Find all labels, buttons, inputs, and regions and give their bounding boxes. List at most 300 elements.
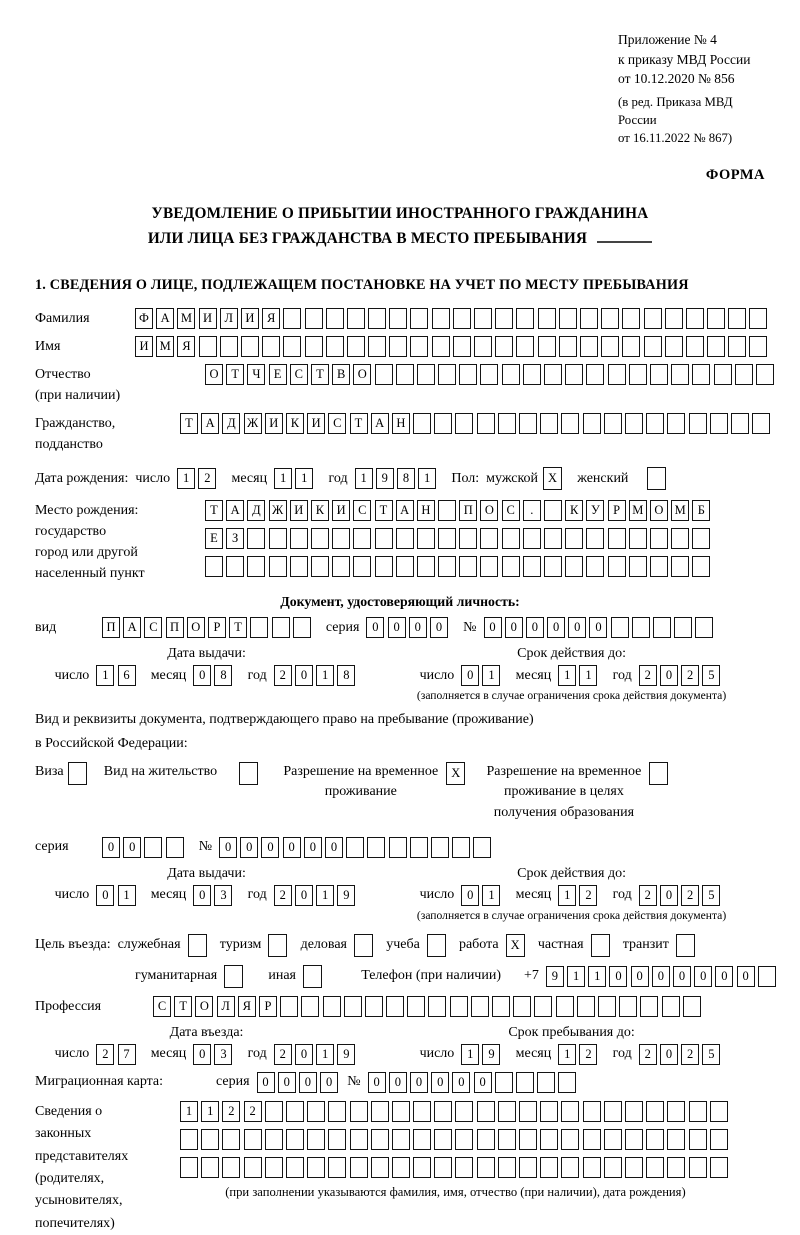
form-cell[interactable] <box>502 556 520 577</box>
form-cell[interactable] <box>710 1101 728 1122</box>
form-cell[interactable] <box>283 336 301 357</box>
form-cell[interactable] <box>523 364 541 385</box>
form-cell[interactable] <box>710 1157 728 1178</box>
form-cell[interactable]: 0 <box>278 1072 296 1093</box>
form-cell[interactable] <box>561 1129 579 1150</box>
form-cell[interactable] <box>180 1129 198 1150</box>
form-cell[interactable] <box>438 556 456 577</box>
form-cell[interactable]: К <box>286 413 304 434</box>
form-cell[interactable]: 0 <box>474 1072 492 1093</box>
form-cell[interactable] <box>644 336 662 357</box>
form-cell[interactable] <box>350 1101 368 1122</box>
form-cell[interactable] <box>604 1157 622 1178</box>
form-cell[interactable] <box>538 308 556 329</box>
form-cell[interactable]: 2 <box>274 885 292 906</box>
form-cell[interactable] <box>307 1157 325 1178</box>
form-cell[interactable] <box>498 413 516 434</box>
form-cell[interactable]: А <box>226 500 244 521</box>
form-cell[interactable]: 1 <box>355 468 373 489</box>
form-cell[interactable]: М <box>629 500 647 521</box>
form-cell[interactable]: X <box>543 467 562 490</box>
form-cell[interactable]: 0 <box>102 837 120 858</box>
form-cell[interactable]: С <box>328 413 346 434</box>
form-cell[interactable] <box>686 336 704 357</box>
form-cell[interactable]: 0 <box>694 966 712 987</box>
form-cell[interactable]: 1 <box>579 665 597 686</box>
form-cell[interactable] <box>683 996 701 1017</box>
form-cell[interactable]: 1 <box>201 1101 219 1122</box>
form-cell[interactable] <box>434 1129 452 1150</box>
form-cell[interactable]: У <box>586 500 604 521</box>
form-cell[interactable]: О <box>650 500 668 521</box>
form-cell[interactable]: П <box>459 500 477 521</box>
form-cell[interactable] <box>516 1072 534 1093</box>
form-cell[interactable] <box>332 528 350 549</box>
form-cell[interactable] <box>540 1101 558 1122</box>
form-cell[interactable] <box>311 528 329 549</box>
form-cell[interactable] <box>353 528 371 549</box>
form-cell[interactable]: 0 <box>410 1072 428 1093</box>
form-cell[interactable]: Е <box>205 528 223 549</box>
form-cell[interactable]: 5 <box>702 665 720 686</box>
form-cell[interactable] <box>474 308 492 329</box>
form-cell[interactable]: 0 <box>320 1072 338 1093</box>
form-cell[interactable]: С <box>144 617 162 638</box>
form-cell[interactable] <box>544 500 562 521</box>
form-cell[interactable] <box>665 308 683 329</box>
form-cell[interactable] <box>608 528 626 549</box>
form-cell[interactable] <box>689 1129 707 1150</box>
form-cell[interactable]: 2 <box>681 885 699 906</box>
form-cell[interactable] <box>650 556 668 577</box>
form-cell[interactable]: 0 <box>461 885 479 906</box>
form-cell[interactable] <box>689 1157 707 1178</box>
form-cell[interactable] <box>561 413 579 434</box>
form-cell[interactable]: 1 <box>482 885 500 906</box>
form-cell[interactable] <box>389 837 407 858</box>
form-cell[interactable] <box>492 996 510 1017</box>
form-cell[interactable]: О <box>353 364 371 385</box>
form-cell[interactable] <box>301 996 319 1017</box>
form-cell[interactable]: 2 <box>579 1044 597 1065</box>
form-cell[interactable] <box>365 996 383 1017</box>
form-cell[interactable] <box>646 1101 664 1122</box>
form-cell[interactable] <box>438 500 456 521</box>
form-cell[interactable] <box>413 413 431 434</box>
form-cell[interactable]: 5 <box>702 1044 720 1065</box>
form-cell[interactable]: 0 <box>388 617 406 638</box>
form-cell[interactable] <box>735 364 753 385</box>
form-cell[interactable] <box>629 528 647 549</box>
form-cell[interactable] <box>432 336 450 357</box>
form-cell[interactable]: 0 <box>737 966 755 987</box>
form-cell[interactable] <box>686 308 704 329</box>
form-cell[interactable]: 9 <box>337 1044 355 1065</box>
form-cell[interactable]: 1 <box>295 468 313 489</box>
form-cell[interactable] <box>417 364 435 385</box>
form-cell[interactable] <box>667 413 685 434</box>
form-cell[interactable] <box>523 556 541 577</box>
form-cell[interactable] <box>375 528 393 549</box>
form-cell[interactable]: 1 <box>316 885 334 906</box>
form-cell[interactable]: Д <box>222 413 240 434</box>
form-cell[interactable]: 5 <box>702 885 720 906</box>
form-cell[interactable]: 0 <box>389 1072 407 1093</box>
form-cell[interactable]: Л <box>220 308 238 329</box>
form-cell[interactable] <box>201 1157 219 1178</box>
form-cell[interactable] <box>350 1157 368 1178</box>
form-cell[interactable] <box>611 617 629 638</box>
form-cell[interactable]: 2 <box>639 885 657 906</box>
form-cell[interactable]: А <box>201 413 219 434</box>
form-cell[interactable] <box>586 556 604 577</box>
form-cell[interactable] <box>502 528 520 549</box>
form-cell[interactable] <box>519 1157 537 1178</box>
form-cell[interactable] <box>604 1129 622 1150</box>
form-cell[interactable]: И <box>332 500 350 521</box>
form-cell[interactable]: О <box>480 500 498 521</box>
form-cell[interactable] <box>538 336 556 357</box>
form-cell[interactable] <box>689 413 707 434</box>
form-cell[interactable]: 3 <box>214 885 232 906</box>
form-cell[interactable] <box>368 336 386 357</box>
form-cell[interactable] <box>480 556 498 577</box>
form-cell[interactable] <box>303 965 322 988</box>
form-cell[interactable] <box>676 934 695 957</box>
form-cell[interactable] <box>413 1129 431 1150</box>
form-cell[interactable]: 0 <box>193 885 211 906</box>
form-cell[interactable]: Ж <box>269 500 287 521</box>
form-cell[interactable] <box>540 1129 558 1150</box>
form-cell[interactable] <box>166 837 184 858</box>
form-cell[interactable] <box>434 1101 452 1122</box>
form-cell[interactable]: Т <box>350 413 368 434</box>
form-cell[interactable] <box>537 1072 555 1093</box>
form-cell[interactable] <box>455 1101 473 1122</box>
form-cell[interactable]: М <box>671 500 689 521</box>
form-cell[interactable] <box>247 556 265 577</box>
form-cell[interactable]: Л <box>217 996 235 1017</box>
form-cell[interactable] <box>427 934 446 957</box>
form-cell[interactable] <box>671 364 689 385</box>
form-cell[interactable] <box>559 308 577 329</box>
form-cell[interactable] <box>392 1101 410 1122</box>
form-cell[interactable] <box>269 528 287 549</box>
form-cell[interactable]: Т <box>174 996 192 1017</box>
form-cell[interactable] <box>367 837 385 858</box>
form-cell[interactable] <box>286 1129 304 1150</box>
form-cell[interactable]: Т <box>375 500 393 521</box>
form-cell[interactable]: 0 <box>96 885 114 906</box>
form-cell[interactable] <box>577 996 595 1017</box>
form-cell[interactable]: 9 <box>546 966 564 987</box>
form-cell[interactable]: 2 <box>244 1101 262 1122</box>
form-cell[interactable]: 0 <box>631 966 649 987</box>
form-cell[interactable] <box>758 966 776 987</box>
form-cell[interactable]: 2 <box>198 468 216 489</box>
form-cell[interactable]: 0 <box>660 885 678 906</box>
form-cell[interactable] <box>646 413 664 434</box>
form-cell[interactable] <box>199 336 217 357</box>
form-cell[interactable] <box>477 1101 495 1122</box>
form-cell[interactable] <box>650 528 668 549</box>
form-cell[interactable] <box>653 617 671 638</box>
form-cell[interactable]: 1 <box>274 468 292 489</box>
form-cell[interactable] <box>332 556 350 577</box>
form-cell[interactable] <box>432 308 450 329</box>
form-cell[interactable] <box>396 528 414 549</box>
form-cell[interactable] <box>222 1157 240 1178</box>
form-cell[interactable]: 0 <box>368 1072 386 1093</box>
form-cell[interactable] <box>371 1129 389 1150</box>
form-cell[interactable] <box>544 528 562 549</box>
form-cell[interactable] <box>519 1129 537 1150</box>
form-cell[interactable]: К <box>565 500 583 521</box>
form-cell[interactable] <box>413 1101 431 1122</box>
form-cell[interactable] <box>307 1129 325 1150</box>
form-cell[interactable] <box>707 336 725 357</box>
form-cell[interactable] <box>392 1129 410 1150</box>
form-cell[interactable]: З <box>226 528 244 549</box>
form-cell[interactable] <box>692 556 710 577</box>
form-cell[interactable]: 0 <box>431 1072 449 1093</box>
form-cell[interactable] <box>326 308 344 329</box>
form-cell[interactable] <box>540 413 558 434</box>
form-cell[interactable]: 0 <box>409 617 427 638</box>
form-cell[interactable] <box>180 1157 198 1178</box>
form-cell[interactable] <box>580 336 598 357</box>
form-cell[interactable]: 0 <box>295 1044 313 1065</box>
form-cell[interactable]: 0 <box>219 837 237 858</box>
form-cell[interactable]: П <box>166 617 184 638</box>
form-cell[interactable] <box>591 934 610 957</box>
form-cell[interactable] <box>583 1101 601 1122</box>
form-cell[interactable]: 0 <box>609 966 627 987</box>
form-cell[interactable] <box>450 996 468 1017</box>
form-cell[interactable] <box>323 996 341 1017</box>
form-cell[interactable]: 0 <box>461 665 479 686</box>
form-cell[interactable] <box>286 1101 304 1122</box>
form-cell[interactable]: 1 <box>118 885 136 906</box>
form-cell[interactable] <box>222 1129 240 1150</box>
form-cell[interactable] <box>290 556 308 577</box>
form-cell[interactable] <box>749 308 767 329</box>
form-cell[interactable] <box>559 336 577 357</box>
form-cell[interactable] <box>608 364 626 385</box>
form-cell[interactable]: О <box>195 996 213 1017</box>
form-cell[interactable] <box>283 308 301 329</box>
form-cell[interactable] <box>625 413 643 434</box>
form-cell[interactable] <box>516 336 534 357</box>
form-cell[interactable] <box>311 556 329 577</box>
form-cell[interactable]: 9 <box>482 1044 500 1065</box>
form-cell[interactable]: Д <box>247 500 265 521</box>
form-cell[interactable]: 2 <box>274 665 292 686</box>
form-cell[interactable] <box>328 1129 346 1150</box>
form-cell[interactable] <box>396 364 414 385</box>
form-cell[interactable] <box>728 336 746 357</box>
form-cell[interactable]: И <box>265 413 283 434</box>
form-cell[interactable] <box>353 556 371 577</box>
form-cell[interactable] <box>375 556 393 577</box>
form-cell[interactable]: Т <box>311 364 329 385</box>
form-cell[interactable] <box>354 934 373 957</box>
form-cell[interactable]: Б <box>692 500 710 521</box>
form-cell[interactable]: И <box>135 336 153 357</box>
form-cell[interactable]: Т <box>226 364 244 385</box>
form-cell[interactable]: 7 <box>118 1044 136 1065</box>
form-cell[interactable] <box>586 528 604 549</box>
form-cell[interactable] <box>268 934 287 957</box>
form-cell[interactable]: 0 <box>240 837 258 858</box>
form-cell[interactable] <box>667 1101 685 1122</box>
form-cell[interactable] <box>625 1101 643 1122</box>
form-cell[interactable]: 1 <box>482 665 500 686</box>
form-cell[interactable] <box>280 996 298 1017</box>
form-cell[interactable]: 0 <box>193 1044 211 1065</box>
form-cell[interactable] <box>431 837 449 858</box>
form-cell[interactable] <box>710 1129 728 1150</box>
form-cell[interactable] <box>583 1157 601 1178</box>
form-cell[interactable] <box>407 996 425 1017</box>
form-cell[interactable] <box>519 1101 537 1122</box>
form-cell[interactable] <box>272 617 290 638</box>
form-cell[interactable]: 2 <box>96 1044 114 1065</box>
form-cell[interactable] <box>455 413 473 434</box>
form-cell[interactable] <box>471 996 489 1017</box>
form-cell[interactable] <box>328 1157 346 1178</box>
form-cell[interactable] <box>392 1157 410 1178</box>
form-cell[interactable]: . <box>523 500 541 521</box>
form-cell[interactable] <box>290 528 308 549</box>
form-cell[interactable]: Т <box>205 500 223 521</box>
form-cell[interactable] <box>188 934 207 957</box>
form-cell[interactable] <box>307 1101 325 1122</box>
form-cell[interactable] <box>622 336 640 357</box>
form-cell[interactable] <box>410 336 428 357</box>
form-cell[interactable] <box>544 364 562 385</box>
form-cell[interactable] <box>250 617 268 638</box>
form-cell[interactable] <box>477 1157 495 1178</box>
form-cell[interactable] <box>544 556 562 577</box>
form-cell[interactable]: Е <box>269 364 287 385</box>
form-cell[interactable] <box>410 308 428 329</box>
form-cell[interactable]: 3 <box>214 1044 232 1065</box>
form-cell[interactable]: О <box>205 364 223 385</box>
form-cell[interactable] <box>269 556 287 577</box>
form-cell[interactable] <box>428 996 446 1017</box>
form-cell[interactable]: Н <box>392 413 410 434</box>
form-cell[interactable] <box>495 336 513 357</box>
form-cell[interactable]: 0 <box>660 665 678 686</box>
form-cell[interactable]: 0 <box>295 885 313 906</box>
form-cell[interactable]: М <box>177 308 195 329</box>
form-cell[interactable]: 9 <box>376 468 394 489</box>
form-cell[interactable] <box>434 1157 452 1178</box>
form-cell[interactable] <box>662 996 680 1017</box>
form-cell[interactable]: 1 <box>316 1044 334 1065</box>
form-cell[interactable] <box>646 1129 664 1150</box>
form-cell[interactable] <box>220 336 238 357</box>
form-cell[interactable] <box>459 364 477 385</box>
form-cell[interactable] <box>604 1101 622 1122</box>
form-cell[interactable] <box>516 308 534 329</box>
form-cell[interactable] <box>586 364 604 385</box>
form-cell[interactable]: О <box>187 617 205 638</box>
form-cell[interactable] <box>608 556 626 577</box>
form-cell[interactable] <box>580 308 598 329</box>
form-cell[interactable] <box>417 556 435 577</box>
form-cell[interactable] <box>671 528 689 549</box>
form-cell[interactable] <box>565 364 583 385</box>
form-cell[interactable] <box>459 528 477 549</box>
form-cell[interactable]: X <box>446 762 465 785</box>
form-cell[interactable] <box>671 556 689 577</box>
form-cell[interactable]: 0 <box>526 617 544 638</box>
form-cell[interactable]: Н <box>417 500 435 521</box>
form-cell[interactable]: Ж <box>244 413 262 434</box>
form-cell[interactable]: 0 <box>715 966 733 987</box>
form-cell[interactable] <box>534 996 552 1017</box>
form-cell[interactable] <box>619 996 637 1017</box>
form-cell[interactable]: 2 <box>639 1044 657 1065</box>
form-cell[interactable] <box>710 413 728 434</box>
form-cell[interactable] <box>625 1157 643 1178</box>
form-cell[interactable]: Т <box>229 617 247 638</box>
form-cell[interactable] <box>144 837 162 858</box>
form-cell[interactable] <box>224 965 243 988</box>
form-cell[interactable]: 1 <box>567 966 585 987</box>
form-cell[interactable] <box>480 364 498 385</box>
form-cell[interactable]: И <box>199 308 217 329</box>
form-cell[interactable] <box>667 1157 685 1178</box>
form-cell[interactable] <box>707 308 725 329</box>
form-cell[interactable]: А <box>371 413 389 434</box>
form-cell[interactable] <box>565 528 583 549</box>
form-cell[interactable] <box>695 617 713 638</box>
form-cell[interactable]: Ф <box>135 308 153 329</box>
form-cell[interactable]: С <box>153 996 171 1017</box>
form-cell[interactable]: Я <box>238 996 256 1017</box>
form-cell[interactable] <box>434 413 452 434</box>
form-cell[interactable]: А <box>156 308 174 329</box>
form-cell[interactable] <box>667 1129 685 1150</box>
form-cell[interactable] <box>413 1157 431 1178</box>
form-cell[interactable]: 8 <box>214 665 232 686</box>
form-cell[interactable]: X <box>506 934 525 957</box>
form-cell[interactable] <box>328 1101 346 1122</box>
form-cell[interactable]: 0 <box>366 617 384 638</box>
form-cell[interactable] <box>226 556 244 577</box>
form-cell[interactable] <box>293 617 311 638</box>
form-cell[interactable] <box>205 556 223 577</box>
form-cell[interactable] <box>498 1101 516 1122</box>
form-cell[interactable] <box>513 996 531 1017</box>
form-cell[interactable] <box>728 308 746 329</box>
form-cell[interactable] <box>247 528 265 549</box>
form-cell[interactable]: 0 <box>673 966 691 987</box>
form-cell[interactable] <box>629 364 647 385</box>
form-cell[interactable]: И <box>307 413 325 434</box>
form-cell[interactable] <box>347 336 365 357</box>
form-cell[interactable]: 0 <box>325 837 343 858</box>
form-cell[interactable] <box>305 308 323 329</box>
form-cell[interactable] <box>262 336 280 357</box>
form-cell[interactable]: П <box>102 617 120 638</box>
form-cell[interactable] <box>756 364 774 385</box>
form-cell[interactable]: 0 <box>283 837 301 858</box>
form-cell[interactable] <box>375 364 393 385</box>
